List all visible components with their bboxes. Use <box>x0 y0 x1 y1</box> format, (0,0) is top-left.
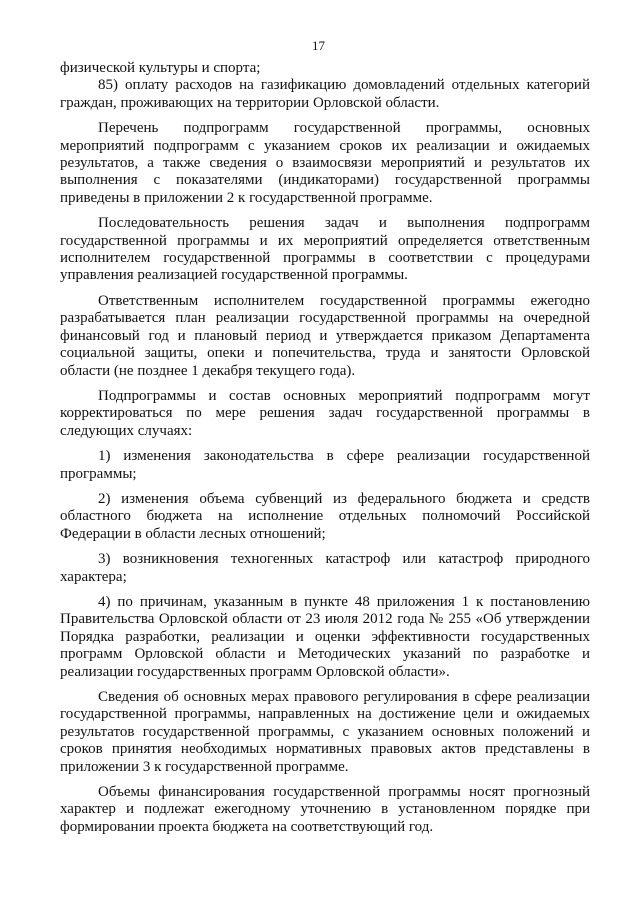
paragraph-3: Перечень подпрограмм государственной программы, основных мероприятий подпрограмм с указанием сроков их реализации и ожидаемых результатов, а также сведения о взаимосвязи мероприятий и результатов их выполнения с показателями (индикаторами) государственной программы приведены в приложении 2 к государственной программе. <box>60 120 590 206</box>
paragraph-4: Последовательность решения задач и выполнения подпрограмм государственной программы и их мероприятий определяется ответственным исполнителем государственной программы в соответствии с процедурами управления реализацией государственной программы. <box>60 215 590 284</box>
page-number: 17 <box>312 38 325 53</box>
paragraph-7: Сведения об основных мерах правового регулирования в сфере реализации государственной программы, направленных на достижение цели и ожидаемых результатов государственной программы, с указанием основных положений и сроков принятия необходимых нормативных правовых актов представлены в приложении 3 к государственной программе. <box>60 689 590 775</box>
paragraph-6: Подпрограммы и состав основных мероприятий подпрограмм могут корректироваться по мере решения задач государственной программы в следующих случаях: <box>60 387 590 439</box>
list-item-4: 4) по причинам, указанным в пункте 48 приложения 1 к постановлению Правительства Орловской области от 23 июля 2012 года № 255 «Об утверждении Порядка разработки, реализации и оценки эффективности государственных программ Орловской области и Методических указаний по разработке и реализации государственных программ Орловской области». <box>60 593 590 680</box>
paragraph-8: Объемы финансирования государственной программы носят прогнозный характер и подлежат ежегодному уточнению в установленном порядке при формировании проекта бюджета на соответствующий год. <box>60 784 590 835</box>
paragraph-5: Ответственным исполнителем государственной программы ежегодно разрабатывается план реализации государственной программы на очередной финансовый год и плановый период и утверждается приказом Департамента социальной защиты, опеки и попечительства, труда и занятости Орловской области (не позднее 1 декабря текущего года). <box>60 292 590 379</box>
list-item-2: 2) изменения объема субвенций из федерального бюджета и средств областного бюджета на исполнение отдельных полномочий Российской Федерации в области лесных отношений; <box>60 490 590 542</box>
document-body <box>60 60 590 836</box>
paragraph-1: физической культуры и спорта; <box>60 60 261 76</box>
list-item-1: 1) изменения законодательства в сфере реализации государственной программы; <box>60 448 590 482</box>
paragraph-2: 85) оплату расходов на газификацию домовладений отдельных категорий граждан, проживающих на территории Орловской области. <box>60 77 590 111</box>
list-item-3: 3) возникновения техногенных катастроф или катастроф природного характера; <box>60 551 590 585</box>
